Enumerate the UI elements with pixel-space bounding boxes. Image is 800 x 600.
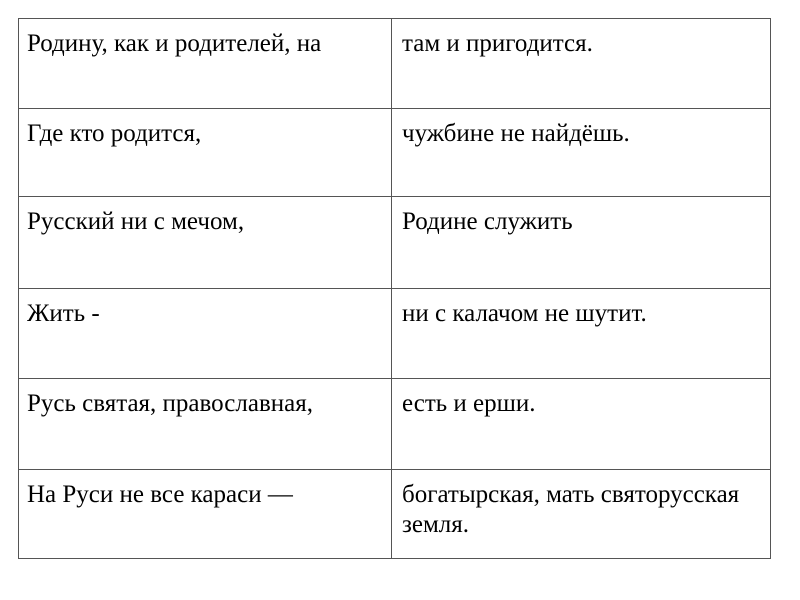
proverb-end-cell: ни с калачом не шутит. <box>392 289 771 379</box>
proverb-start-cell: Русский ни с мечом, <box>19 197 392 289</box>
proverb-start-cell: Жить - <box>19 289 392 379</box>
proverb-start-cell: Русь святая, православная, <box>19 379 392 470</box>
table-row <box>19 289 771 379</box>
table-row <box>19 470 771 559</box>
proverb-start-cell: На Руси не все караси — <box>19 470 392 559</box>
proverb-matching-table <box>18 18 771 559</box>
table-row <box>19 19 771 109</box>
proverb-end-cell: богатырская, мать святорусская земля. <box>392 470 771 559</box>
table-row <box>19 379 771 470</box>
proverb-end-cell: чужбине не найдёшь. <box>392 109 771 197</box>
proverb-start-cell: Где кто родится, <box>19 109 392 197</box>
proverb-end-cell: там и пригодится. <box>392 19 771 109</box>
proverb-start-cell: Родину, как и родителей, на <box>19 19 392 109</box>
proverb-end-cell: Родине служить <box>392 197 771 289</box>
proverb-end-cell: есть и ерши. <box>392 379 771 470</box>
table-row <box>19 109 771 197</box>
table-row <box>19 197 771 289</box>
